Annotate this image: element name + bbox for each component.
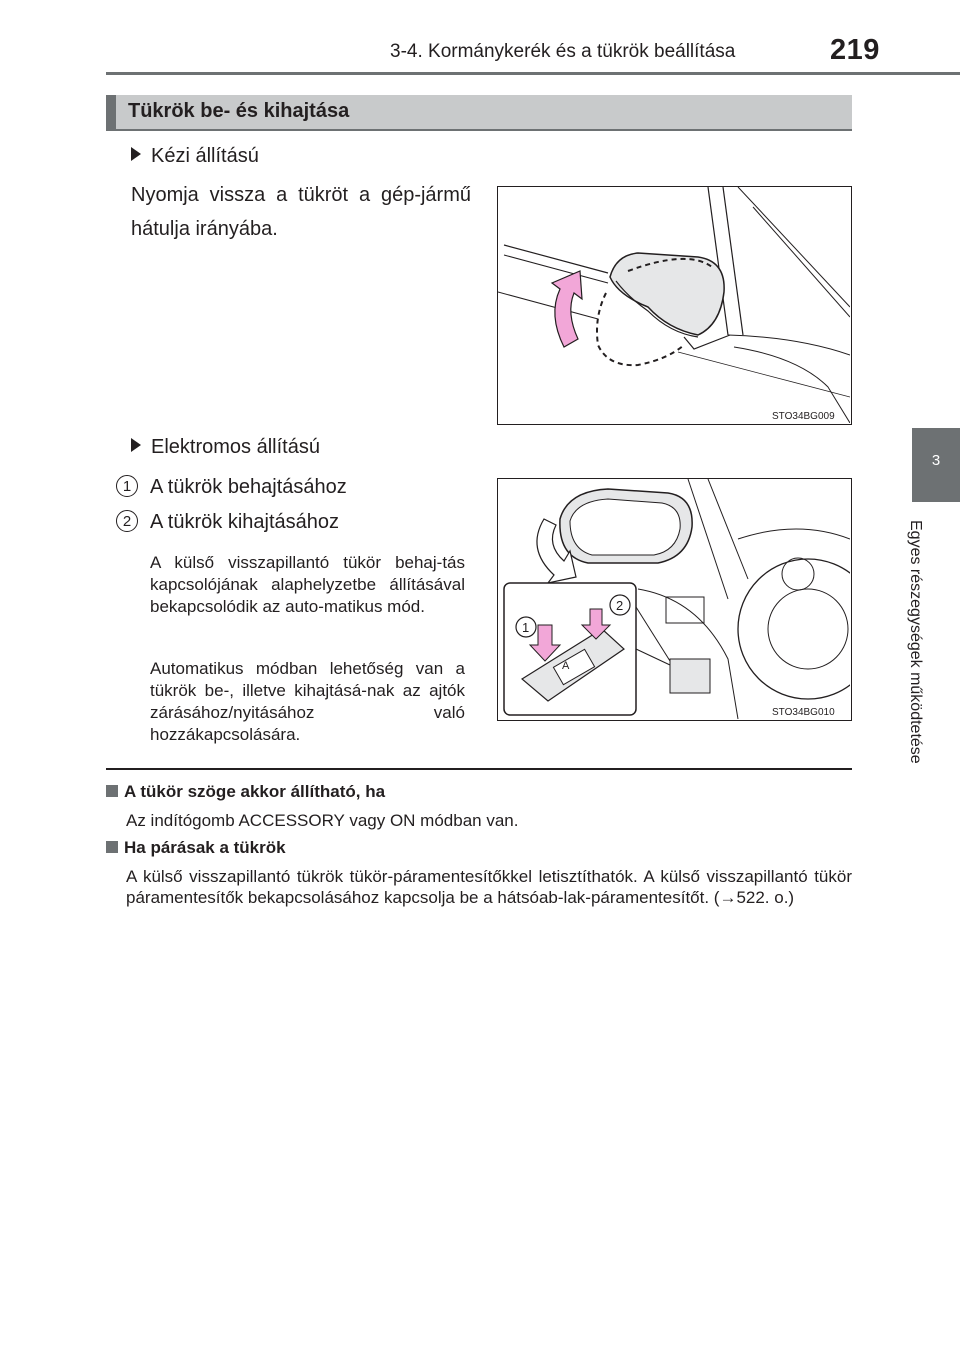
- figure-label-1: 1: [522, 620, 530, 635]
- manual-mirror-illustration: [498, 187, 850, 423]
- section-title: Tükrök be- és kihajtása: [128, 100, 350, 122]
- square-bullet-icon: [106, 841, 118, 853]
- note1-heading-text: A tükör szöge akkor állítható, ha: [124, 782, 386, 801]
- electric-mirror-illustration: [498, 479, 850, 719]
- manual-heading: [131, 145, 259, 168]
- note2-text: A külső visszapillantó tükrök tükör-páramentesítőkkel letisztíthatók. A külső visszapillantó tükör páramentesítők bekapcsolásához kapcsolja be a hátsóab-lak-páramentesítőt. (→522. o.): [126, 867, 852, 907]
- section-heading-accent: [106, 95, 116, 129]
- note2-heading: [106, 838, 286, 858]
- note1-heading: [106, 782, 385, 802]
- electric-heading: [131, 436, 320, 459]
- figure-electric-code: STO34BG010: [772, 707, 835, 718]
- square-bullet-icon: [106, 785, 118, 797]
- figure-electric-mirror: [497, 478, 852, 721]
- step1-number-icon: 1: [116, 475, 138, 497]
- step1-text: A tükrök behajtásához: [150, 476, 347, 498]
- chapter-tab-label: Egyes részegységek működtetése: [907, 520, 924, 764]
- section-underline: [106, 129, 852, 131]
- manual-instruction: Nyomja vissza a tükröt a gép-jármű hátulja irányába.: [131, 184, 471, 240]
- figure-manual-mirror: [497, 186, 852, 425]
- note1-text: Az indítógomb ACCESSORY vagy ON módban van.: [126, 811, 519, 830]
- figure-manual-code: STO34BG009: [772, 411, 835, 422]
- electric-heading-text: Elektromos állítású: [151, 436, 320, 458]
- triangle-bullet-icon: [131, 147, 141, 161]
- switch-letter: A: [562, 660, 570, 672]
- triangle-bullet-icon: [131, 438, 141, 452]
- section-divider: [106, 768, 852, 770]
- step2-number-icon: 2: [116, 510, 138, 532]
- auto-link-paragraph: Automatikus módban lehetőség van a tükrök be-, illetve kihajtásá-nak az ajtók zárásához/nyitásához való hozzákapcsolására.: [150, 659, 465, 744]
- figure-label-2: 2: [616, 598, 624, 613]
- header-rule: [106, 72, 960, 75]
- running-header-title: 3-4. Kormánykerék és a tükrök beállítása: [390, 41, 736, 62]
- page-number: 219: [830, 34, 880, 66]
- auto-mode-paragraph: A külső visszapillantó tükör behaj-tás kapcsolójának alaphelyzetbe állításával bekapcsolódik az auto-matikus mód.: [150, 553, 465, 616]
- chapter-tab-number: 3: [931, 452, 941, 469]
- note2-heading-text: Ha párásak a tükrök: [124, 838, 286, 857]
- step2-text: A tükrök kihajtásához: [150, 511, 339, 533]
- manual-heading-text: Kézi állítású: [151, 145, 259, 167]
